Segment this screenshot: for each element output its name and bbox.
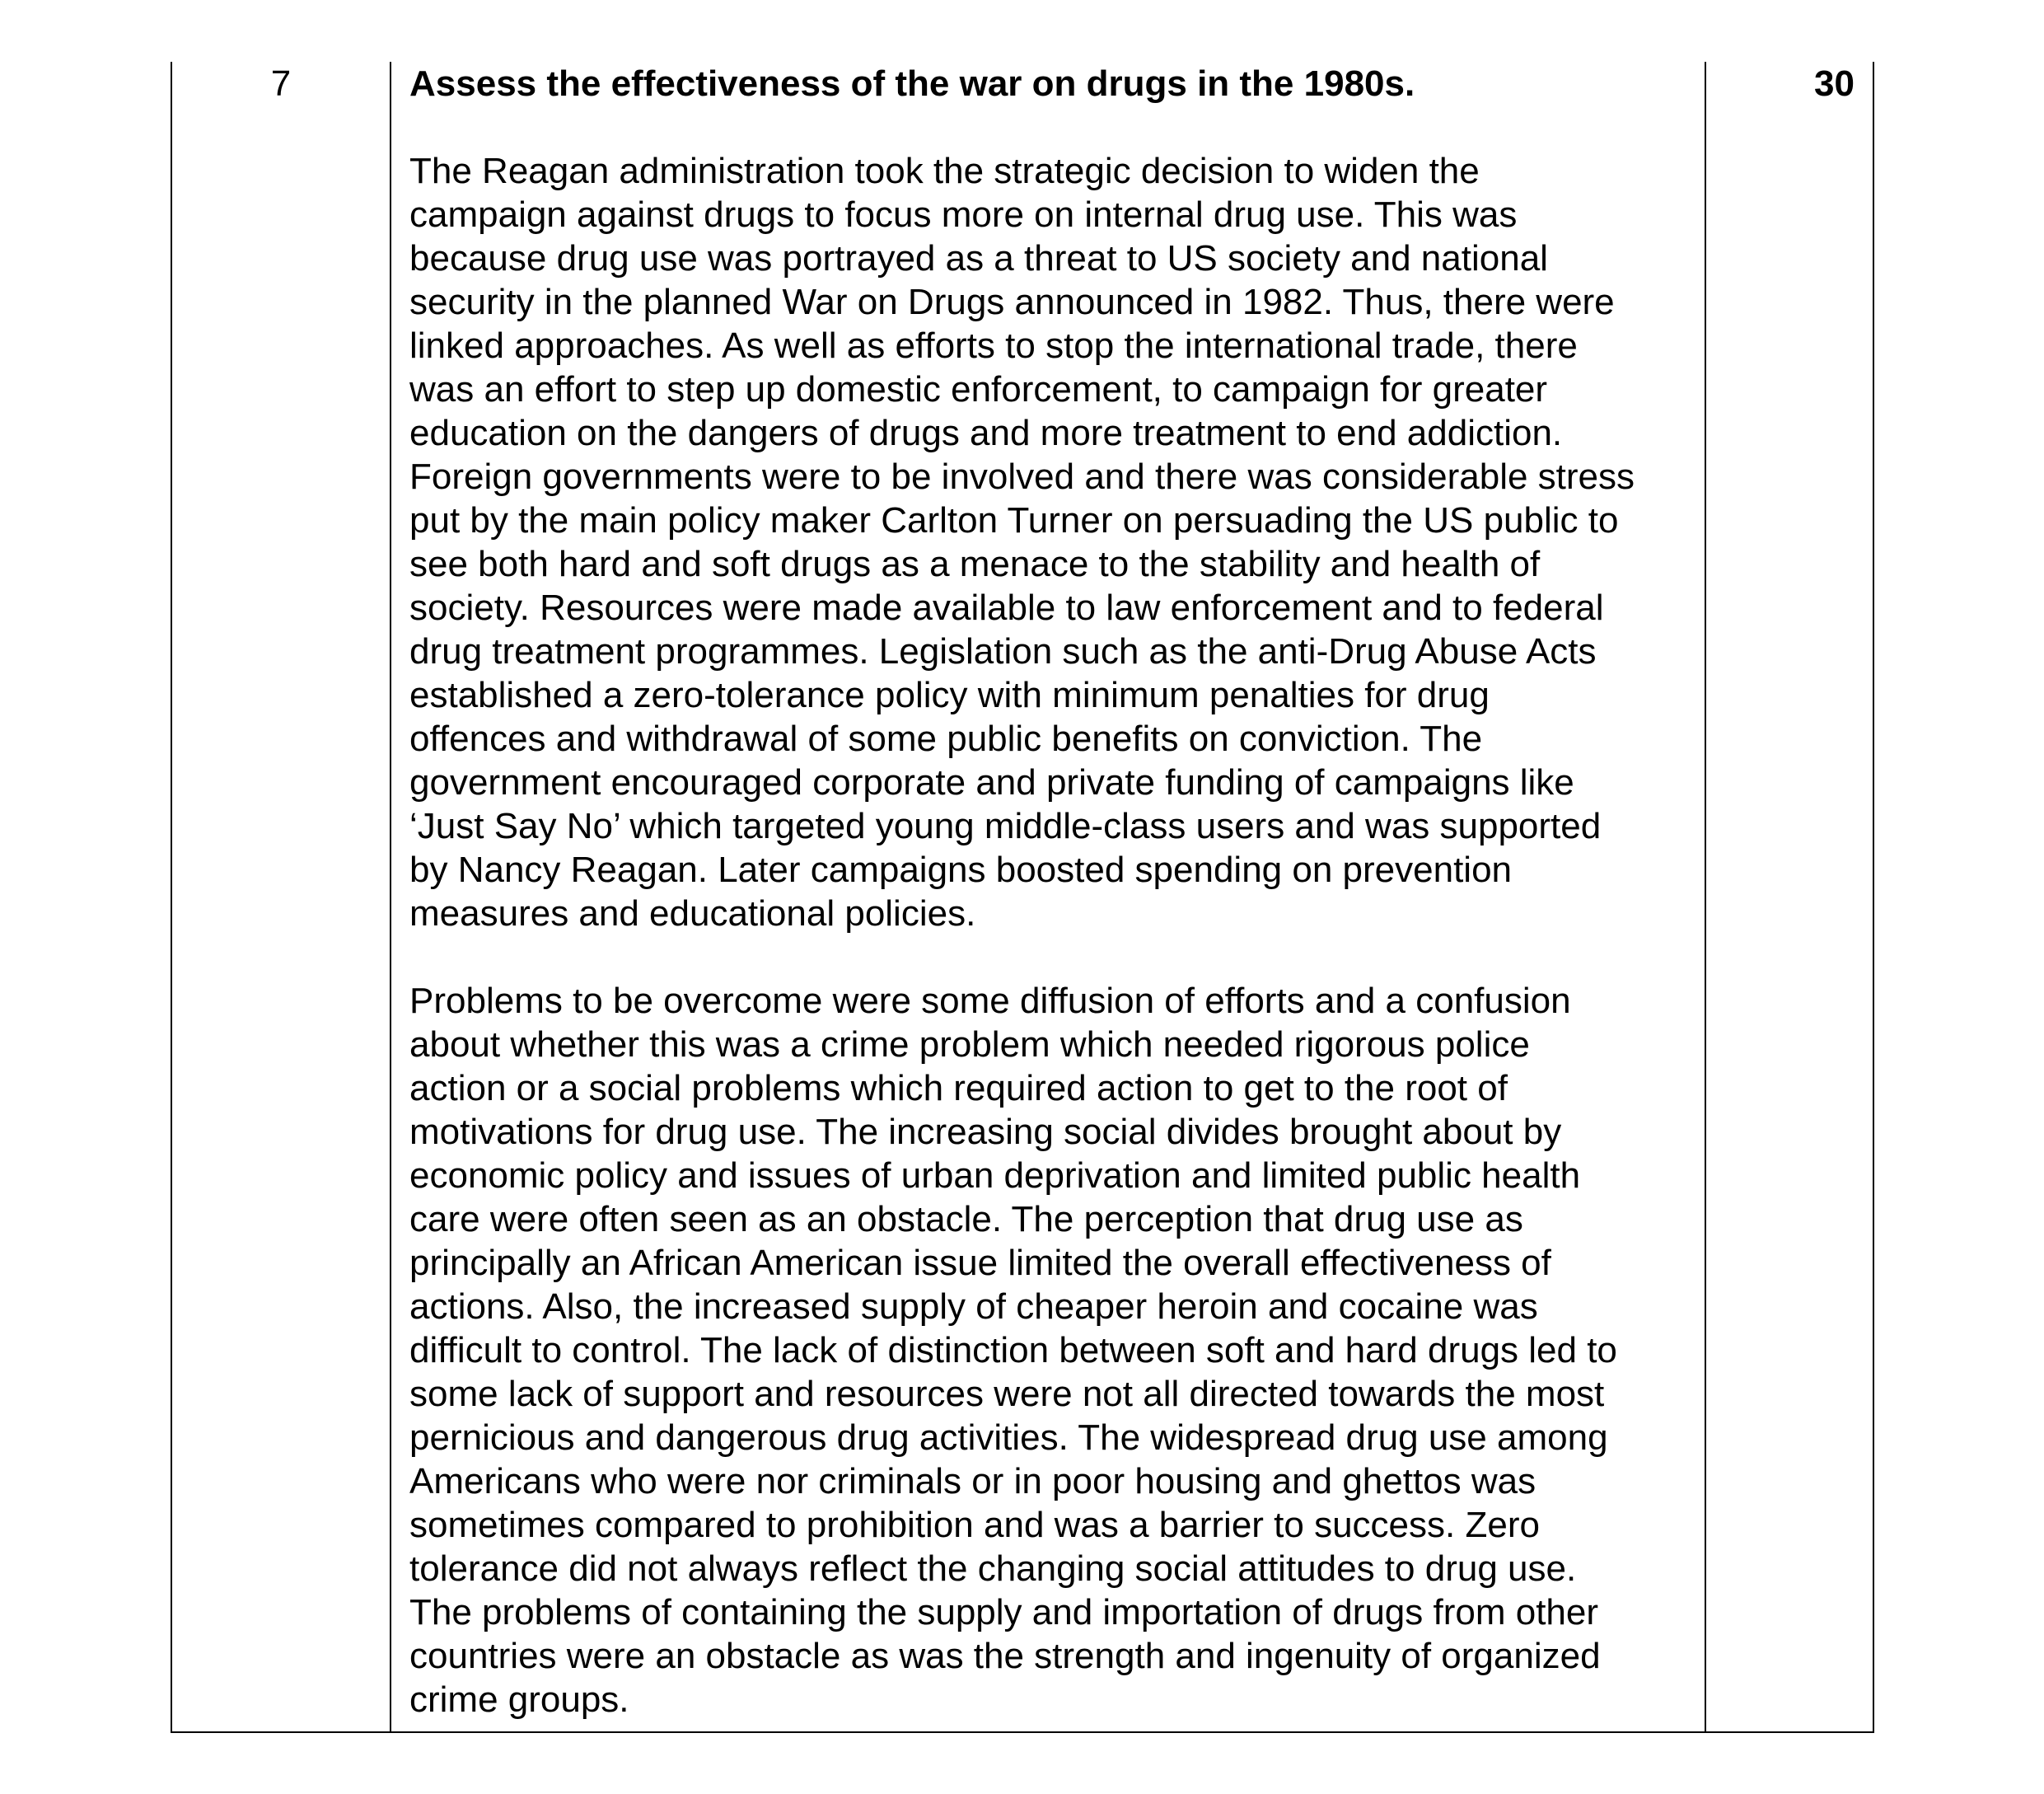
question-text: Assess the effectiveness of the war on drugs in the 1980s.: [409, 63, 1415, 104]
paragraph-line: difficult to control. The lack of distinction between soft and hard drugs led to: [409, 1330, 1617, 1370]
paragraph-line: The problems of containing the supply and importation of drugs from other: [409, 1592, 1599, 1632]
paragraph-line: crime groups.: [409, 1679, 629, 1720]
paragraph-line: Foreign governments were to be involved and there was considerable stress: [409, 457, 1635, 497]
paragraph-line: measures and educational policies.: [409, 893, 976, 934]
paragraph-line: sometimes compared to prohibition and was a barrier to success. Zero: [409, 1505, 1540, 1545]
paragraph-line: see both hard and soft drugs as a menace to the stability and health of: [409, 544, 1541, 584]
paragraph-line: Problems to be overcome were some diffusion of efforts and a confusion: [409, 981, 1571, 1021]
paragraph-line: countries were an obstacle as was the strength and ingenuity of organized: [409, 1636, 1601, 1676]
paragraph-line: principally an African American issue limited the overall effectiveness of: [409, 1243, 1551, 1283]
paragraph-line: ‘Just Say No’ which targeted young middle-class users and was supported: [409, 806, 1602, 846]
paragraph-line: tolerance did not always reflect the changing social attitudes to drug use.: [409, 1548, 1577, 1589]
paragraph-line: campaign against drugs to focus more on internal drug use. This was: [409, 194, 1518, 235]
column-divider: [1705, 62, 1706, 1731]
paragraph-line: motivations for drug use. The increasing social divides brought about by: [409, 1112, 1562, 1152]
paragraph-line: by Nancy Reagan. Later campaigns boosted spending on prevention: [409, 850, 1513, 890]
paragraph-line: about whether this was a crime problem which needed rigorous police: [409, 1024, 1530, 1065]
paragraph-line: put by the main policy maker Carlton Turner on persuading the US public to: [409, 500, 1619, 541]
paragraph-line: society. Resources were made available to law enforcement and to federal: [409, 588, 1604, 628]
paragraph-line: drug treatment programmes. Legislation such as the anti-Drug Abuse Acts: [409, 631, 1597, 672]
column-divider: [390, 62, 391, 1731]
marks-value: 30: [1814, 63, 1855, 104]
indicative-content: [409, 149, 1699, 1721]
mark-scheme-table: [171, 62, 1874, 1733]
paragraph-line: linked approaches. As well as efforts to stop the international trade, there: [409, 326, 1578, 366]
paragraph-line: education on the dangers of drugs and more treatment to end addiction.: [409, 413, 1563, 453]
paragraph-line: offences and withdrawal of some public benefits on conviction. The: [409, 719, 1483, 759]
answer-cell: [409, 62, 1699, 1721]
paragraph-line: Americans who were nor criminals or in poor housing and ghettos was: [409, 1461, 1537, 1501]
answer-paragraph: [409, 979, 1699, 1721]
paragraph-line: was an effort to step up domestic enforcement, to campaign for greater: [409, 369, 1548, 410]
paragraph-line: government encouraged corporate and private funding of campaigns like: [409, 762, 1574, 803]
paragraph-line: security in the planned War on Drugs announced in 1982. Thus, there were: [409, 282, 1615, 322]
paragraph-line: because drug use was portrayed as a threat to US society and national: [409, 238, 1548, 279]
paragraph-line: care were often seen as an obstacle. The perception that drug use as: [409, 1199, 1523, 1239]
paragraph-line: pernicious and dangerous drug activities. The widespread drug use among: [409, 1417, 1608, 1458]
paragraph-line: action or a social problems which required action to get to the root of: [409, 1068, 1508, 1108]
paragraph-line: actions. Also, the increased supply of cheaper heroin and cocaine was: [409, 1286, 1538, 1327]
question-number: 7: [270, 63, 292, 104]
paragraph-line: The Reagan administration took the strategic decision to widen the: [409, 151, 1480, 191]
paragraph-line: established a zero-tolerance policy with minimum penalties for drug: [409, 675, 1490, 715]
paragraph-line: some lack of support and resources were not all directed towards the most: [409, 1374, 1605, 1414]
answer-paragraph: [409, 149, 1699, 935]
paragraph-line: economic policy and issues of urban deprivation and limited public health: [409, 1155, 1581, 1196]
